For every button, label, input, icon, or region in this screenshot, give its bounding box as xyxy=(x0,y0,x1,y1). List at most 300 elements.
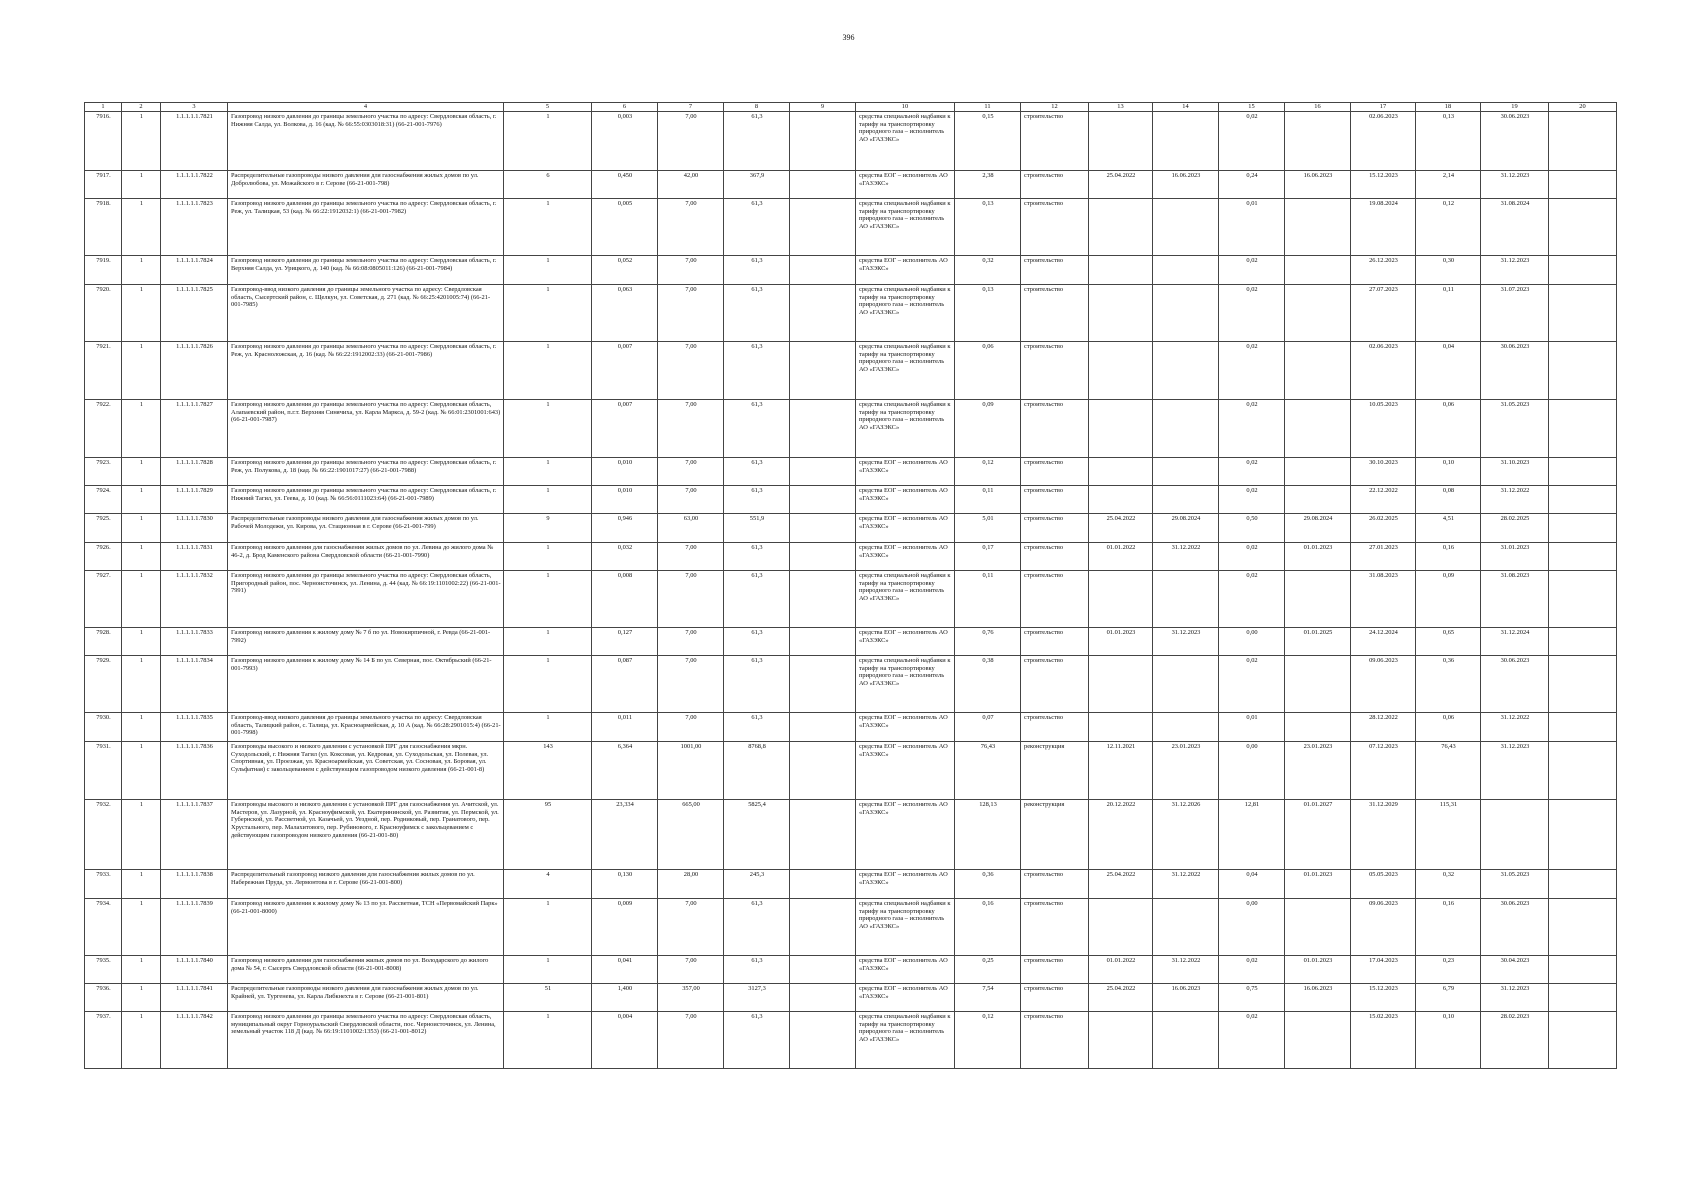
work-type: строительство xyxy=(1021,656,1089,713)
funding-source: средства специальной надбавки к тарифу на транспортировку природного газа – исполнитель АО «ГАЗЭКС» xyxy=(856,199,955,256)
column-number-18: 18 xyxy=(1416,103,1481,112)
col6-value: 0,010 xyxy=(592,458,658,486)
col14-date xyxy=(1153,486,1219,514)
row-number: 7931. xyxy=(85,742,122,800)
col11-value: 128,13 xyxy=(955,800,1021,870)
project-description: Газопровод-ввод низкого давления до границы земельного участка по адресу: Свердловская область, Талицкий район, с. Талица, ул. Красноармейская, д. 10 А (кад. № 66:28:2901015:4) (66-21-001-7998) xyxy=(228,713,504,742)
col19-date: 30.04.2023 xyxy=(1481,956,1549,984)
col5-value: 1 xyxy=(504,458,592,486)
col19-date: 31.01.2023 xyxy=(1481,543,1549,571)
table-row xyxy=(85,800,1617,870)
col7-value: 28,00 xyxy=(658,870,724,899)
col14-date: 29.08.2024 xyxy=(1153,514,1219,543)
col18-value: 0,06 xyxy=(1416,400,1481,458)
col20-value xyxy=(1549,256,1617,285)
col7-value: 7,00 xyxy=(658,1012,724,1069)
col9-value xyxy=(790,571,856,628)
col13-date xyxy=(1089,199,1153,256)
project-code: 1.1.1.1.1.7841 xyxy=(161,984,228,1012)
col16-date: 01.01.2025 xyxy=(1285,628,1351,656)
row-number: 7930. xyxy=(85,713,122,742)
col9-value xyxy=(790,984,856,1012)
work-type: строительство xyxy=(1021,571,1089,628)
col2-value: 1 xyxy=(122,112,161,171)
column-number-16: 16 xyxy=(1285,103,1351,112)
col17-date: 28.12.2022 xyxy=(1351,713,1416,742)
col2-value: 1 xyxy=(122,342,161,400)
col20-value xyxy=(1549,199,1617,256)
funding-source: средства специальной надбавки к тарифу на транспортировку природного газа – исполнитель АО «ГАЗЭКС» xyxy=(856,1012,955,1069)
col19-date: 31.05.2023 xyxy=(1481,400,1549,458)
col17-date: 27.01.2023 xyxy=(1351,543,1416,571)
project-code: 1.1.1.1.1.7825 xyxy=(161,285,228,342)
col15-value: 0,02 xyxy=(1219,486,1285,514)
col6-value: 0,052 xyxy=(592,256,658,285)
col17-date: 09.06.2023 xyxy=(1351,899,1416,956)
column-number-19: 19 xyxy=(1481,103,1549,112)
col19-date: 31.10.2023 xyxy=(1481,458,1549,486)
col6-value: 0,003 xyxy=(592,112,658,171)
col18-value: 0,13 xyxy=(1416,112,1481,171)
col20-value xyxy=(1549,713,1617,742)
col13-date: 12.11.2021 xyxy=(1089,742,1153,800)
funding-source: средства ЕОГ – исполнитель АО «ГАЗЭКС» xyxy=(856,713,955,742)
col15-value: 0,75 xyxy=(1219,984,1285,1012)
col19-date: 31.05.2023 xyxy=(1481,870,1549,899)
col15-value: 0,24 xyxy=(1219,171,1285,199)
col20-value xyxy=(1549,571,1617,628)
col8-value: 61,3 xyxy=(724,543,790,571)
funding-source: средства ЕОГ – исполнитель АО «ГАЗЭКС» xyxy=(856,984,955,1012)
investment-program-table xyxy=(84,102,1617,1069)
col14-date xyxy=(1153,656,1219,713)
project-description: Газопровод низкого давления к жилому дому № 13 по ул. Рассветная, ТСН «Первомайский Парк» (66-21-001-8000) xyxy=(228,899,504,956)
col8-value: 61,3 xyxy=(724,713,790,742)
project-code: 1.1.1.1.1.7826 xyxy=(161,342,228,400)
column-number-1: 1 xyxy=(85,103,122,112)
col17-date: 17.04.2023 xyxy=(1351,956,1416,984)
col6-value: 0,008 xyxy=(592,571,658,628)
project-code: 1.1.1.1.1.7836 xyxy=(161,742,228,800)
table-row xyxy=(85,742,1617,800)
col11-value: 0,36 xyxy=(955,870,1021,899)
col16-date xyxy=(1285,656,1351,713)
col11-value: 0,76 xyxy=(955,628,1021,656)
col9-value xyxy=(790,112,856,171)
col16-date xyxy=(1285,256,1351,285)
col18-value: 0,11 xyxy=(1416,285,1481,342)
col20-value xyxy=(1549,870,1617,899)
col17-date: 09.06.2023 xyxy=(1351,656,1416,713)
table-row xyxy=(85,486,1617,514)
col9-value xyxy=(790,342,856,400)
col19-date: 30.06.2023 xyxy=(1481,112,1549,171)
funding-source: средства ЕОГ – исполнитель АО «ГАЗЭКС» xyxy=(856,458,955,486)
col16-date xyxy=(1285,899,1351,956)
funding-source: средства специальной надбавки к тарифу на транспортировку природного газа – исполнитель АО «ГАЗЭКС» xyxy=(856,400,955,458)
col17-date: 31.12.2029 xyxy=(1351,800,1416,870)
funding-source: средства ЕОГ – исполнитель АО «ГАЗЭКС» xyxy=(856,742,955,800)
col18-value: 0,04 xyxy=(1416,342,1481,400)
col15-value: 0,02 xyxy=(1219,285,1285,342)
col16-date: 01.01.2023 xyxy=(1285,543,1351,571)
col11-value: 0,15 xyxy=(955,112,1021,171)
row-number: 7932. xyxy=(85,800,122,870)
work-type: строительство xyxy=(1021,342,1089,400)
col9-value xyxy=(790,713,856,742)
column-number-9: 9 xyxy=(790,103,856,112)
table-row xyxy=(85,285,1617,342)
col5-value: 51 xyxy=(504,984,592,1012)
work-type: реконструкция xyxy=(1021,800,1089,870)
col5-value: 1 xyxy=(504,1012,592,1069)
col2-value: 1 xyxy=(122,285,161,342)
project-description: Газопровод низкого давления до границы земельного участка по адресу: Свердловская область, г. Нижний Тагил, ул. Геева, д. 10 (кад. № 66:56:0111023:64) (66-21-001-7989) xyxy=(228,486,504,514)
col18-value: 0,10 xyxy=(1416,458,1481,486)
col8-value: 61,3 xyxy=(724,342,790,400)
col17-date: 05.05.2023 xyxy=(1351,870,1416,899)
col14-date: 31.12.2022 xyxy=(1153,956,1219,984)
col13-date xyxy=(1089,571,1153,628)
col14-date: 31.12.2023 xyxy=(1153,628,1219,656)
col7-value: 7,00 xyxy=(658,199,724,256)
project-code: 1.1.1.1.1.7822 xyxy=(161,171,228,199)
col5-value: 1 xyxy=(504,956,592,984)
row-number: 7918. xyxy=(85,199,122,256)
col15-value: 0,02 xyxy=(1219,656,1285,713)
col2-value: 1 xyxy=(122,800,161,870)
table-row xyxy=(85,656,1617,713)
col5-value: 1 xyxy=(504,256,592,285)
col2-value: 1 xyxy=(122,514,161,543)
col8-value: 61,3 xyxy=(724,1012,790,1069)
col6-value: 0,007 xyxy=(592,342,658,400)
funding-source: средства ЕОГ – исполнитель АО «ГАЗЭКС» xyxy=(856,171,955,199)
project-description: Газопровод низкого давления до границы земельного участка по адресу: Свердловская область, г. Реж, ул. Талицкая, 53 (кад. № 66:22:1912032:1) (66-21-001-7982) xyxy=(228,199,504,256)
col16-date xyxy=(1285,400,1351,458)
col16-date: 16.06.2023 xyxy=(1285,984,1351,1012)
work-type: строительство xyxy=(1021,1012,1089,1069)
col15-value: 0,02 xyxy=(1219,543,1285,571)
col19-date: 31.12.2023 xyxy=(1481,984,1549,1012)
col7-value: 7,00 xyxy=(658,342,724,400)
col17-date: 15.12.2023 xyxy=(1351,984,1416,1012)
work-type: строительство xyxy=(1021,256,1089,285)
col16-date: 01.01.2023 xyxy=(1285,870,1351,899)
row-number: 7928. xyxy=(85,628,122,656)
col2-value: 1 xyxy=(122,956,161,984)
col8-value: 3127,3 xyxy=(724,984,790,1012)
column-number-3: 3 xyxy=(161,103,228,112)
project-code: 1.1.1.1.1.7835 xyxy=(161,713,228,742)
col6-value: 0,009 xyxy=(592,899,658,956)
col15-value: 0,00 xyxy=(1219,628,1285,656)
col13-date xyxy=(1089,458,1153,486)
col13-date: 01.01.2022 xyxy=(1089,956,1153,984)
col6-value: 0,032 xyxy=(592,543,658,571)
col18-value: 2,14 xyxy=(1416,171,1481,199)
project-code: 1.1.1.1.1.7839 xyxy=(161,899,228,956)
funding-source: средства специальной надбавки к тарифу на транспортировку природного газа – исполнитель АО «ГАЗЭКС» xyxy=(856,571,955,628)
table-row xyxy=(85,514,1617,543)
col19-date: 31.12.2023 xyxy=(1481,256,1549,285)
project-description: Газопровод низкого давления до границы земельного участка по адресу: Свердловская область, г. Реж, ул. Красноложская, д. 16 (кад. № 66:22:1912002:33) (66-21-001-7986) xyxy=(228,342,504,400)
column-number-13: 13 xyxy=(1089,103,1153,112)
col7-value: 7,00 xyxy=(658,628,724,656)
col6-value: 23,334 xyxy=(592,800,658,870)
row-number: 7926. xyxy=(85,543,122,571)
col8-value: 61,3 xyxy=(724,112,790,171)
col16-date xyxy=(1285,199,1351,256)
project-description: Распределительные газопроводы низкого давления для газоснабжения жилых домов по ул. Рабочей Молодежи, ул. Кирова, ул. Стационная в г. Серове (66-21-001-799) xyxy=(228,514,504,543)
table-row xyxy=(85,571,1617,628)
col20-value xyxy=(1549,342,1617,400)
funding-source: средства специальной надбавки к тарифу на транспортировку природного газа – исполнитель АО «ГАЗЭКС» xyxy=(856,656,955,713)
row-number: 7922. xyxy=(85,400,122,458)
col5-value: 1 xyxy=(504,342,592,400)
col6-value: 0,011 xyxy=(592,713,658,742)
project-code: 1.1.1.1.1.7829 xyxy=(161,486,228,514)
col9-value xyxy=(790,400,856,458)
col13-date: 01.01.2022 xyxy=(1089,543,1153,571)
project-description: Газопровод низкого давления до границы земельного участка по адресу: Свердловская область, Алапаевский район, п.г.т. Верхняя Синячиха, ул. Карла Маркса, д. 59-2 (кад. № 66:01:2301001:643) (66-21-001-7987) xyxy=(228,400,504,458)
col17-date: 30.10.2023 xyxy=(1351,458,1416,486)
col6-value: 6,364 xyxy=(592,742,658,800)
col5-value: 6 xyxy=(504,171,592,199)
column-number-10: 10 xyxy=(856,103,955,112)
project-code: 1.1.1.1.1.7842 xyxy=(161,1012,228,1069)
col7-value: 7,00 xyxy=(658,400,724,458)
col8-value: 61,3 xyxy=(724,400,790,458)
project-description: Газопровод-ввод низкого давления до границы земельного участка по адресу: Свердловская область, Сысертский район, с. Щелкун, ул. Советская, д. 271 (кад. № 66:25:4201005:74) (66-21-001-7985) xyxy=(228,285,504,342)
col6-value: 0,007 xyxy=(592,400,658,458)
col11-value: 0,16 xyxy=(955,899,1021,956)
col5-value: 1 xyxy=(504,713,592,742)
col11-value: 0,07 xyxy=(955,713,1021,742)
col18-value: 0,12 xyxy=(1416,199,1481,256)
col7-value: 357,00 xyxy=(658,984,724,1012)
col15-value: 0,02 xyxy=(1219,342,1285,400)
col2-value: 1 xyxy=(122,486,161,514)
col8-value: 61,3 xyxy=(724,458,790,486)
project-description: Газопровод низкого давления до границы земельного участка по адресу: Свердловская область, Пригородный район, пос. Черноисточинск, ул. Ленина, д. 44 (кад. № 66:19:1101002:22) (66-21-001-7991) xyxy=(228,571,504,628)
col5-value: 1 xyxy=(504,486,592,514)
col9-value xyxy=(790,628,856,656)
col2-value: 1 xyxy=(122,870,161,899)
col11-value: 0,13 xyxy=(955,199,1021,256)
col18-value: 0,36 xyxy=(1416,656,1481,713)
col5-value: 95 xyxy=(504,800,592,870)
col19-date xyxy=(1481,800,1549,870)
col20-value xyxy=(1549,514,1617,543)
col17-date: 15.12.2023 xyxy=(1351,171,1416,199)
col15-value: 0,01 xyxy=(1219,199,1285,256)
col11-value: 0,09 xyxy=(955,400,1021,458)
project-description: Газопроводы высокого и низкого давления с установкой ПРГ для газоснабжения мкрн. Суходольский, г. Нижняя Тагил (ул. Коксовая, ул. Кедровая, ул. Суходольская, ул. Полевая, ул. Спортивная, ул. Проезжая, ул. Красноармейская, ул. Советская, ул. Сосновая, ул. Боровая, ул. Сульфатная) с закольцеванием с действующим газопроводом низкого давления (66-21-001-8) xyxy=(228,742,504,800)
col16-date: 23.01.2023 xyxy=(1285,742,1351,800)
col17-date: 02.06.2023 xyxy=(1351,342,1416,400)
col19-date: 28.02.2023 xyxy=(1481,1012,1549,1069)
col16-date: 01.01.2023 xyxy=(1285,956,1351,984)
table-row xyxy=(85,458,1617,486)
col8-value: 5825,4 xyxy=(724,800,790,870)
col5-value: 4 xyxy=(504,870,592,899)
col11-value: 76,43 xyxy=(955,742,1021,800)
table-body xyxy=(85,112,1617,1069)
row-number: 7935. xyxy=(85,956,122,984)
col7-value: 7,00 xyxy=(658,112,724,171)
col2-value: 1 xyxy=(122,400,161,458)
row-number: 7924. xyxy=(85,486,122,514)
col16-date xyxy=(1285,285,1351,342)
col16-date xyxy=(1285,458,1351,486)
project-code: 1.1.1.1.1.7834 xyxy=(161,656,228,713)
col19-date: 30.06.2023 xyxy=(1481,656,1549,713)
col15-value: 0,02 xyxy=(1219,256,1285,285)
row-number: 7917. xyxy=(85,171,122,199)
row-number: 7916. xyxy=(85,112,122,171)
col9-value xyxy=(790,899,856,956)
col16-date xyxy=(1285,486,1351,514)
col18-value: 115,31 xyxy=(1416,800,1481,870)
col13-date xyxy=(1089,400,1153,458)
col8-value: 61,3 xyxy=(724,956,790,984)
col17-date: 27.07.2023 xyxy=(1351,285,1416,342)
col2-value: 1 xyxy=(122,628,161,656)
col15-value: 0,02 xyxy=(1219,1012,1285,1069)
work-type: строительство xyxy=(1021,458,1089,486)
col2-value: 1 xyxy=(122,713,161,742)
col9-value xyxy=(790,458,856,486)
table-row xyxy=(85,1012,1617,1069)
table-row xyxy=(85,543,1617,571)
col19-date: 30.06.2023 xyxy=(1481,342,1549,400)
col5-value: 1 xyxy=(504,112,592,171)
col11-value: 0,12 xyxy=(955,1012,1021,1069)
col15-value: 0,02 xyxy=(1219,571,1285,628)
col17-date: 22.12.2022 xyxy=(1351,486,1416,514)
col20-value xyxy=(1549,956,1617,984)
col13-date xyxy=(1089,285,1153,342)
col20-value xyxy=(1549,628,1617,656)
project-code: 1.1.1.1.1.7831 xyxy=(161,543,228,571)
col6-value: 0,010 xyxy=(592,486,658,514)
col14-date: 31.12.2022 xyxy=(1153,870,1219,899)
funding-source: средства ЕОГ – исполнитель АО «ГАЗЭКС» xyxy=(856,628,955,656)
column-number-7: 7 xyxy=(658,103,724,112)
col8-value: 367,9 xyxy=(724,171,790,199)
col2-value: 1 xyxy=(122,899,161,956)
col15-value: 0,02 xyxy=(1219,458,1285,486)
row-number: 7936. xyxy=(85,984,122,1012)
col8-value: 61,3 xyxy=(724,256,790,285)
row-number: 7937. xyxy=(85,1012,122,1069)
project-code: 1.1.1.1.1.7827 xyxy=(161,400,228,458)
table-row xyxy=(85,400,1617,458)
col18-value: 0,30 xyxy=(1416,256,1481,285)
project-description: Газопровод низкого давления до границы земельного участка по адресу: Свердловская область, г. Реж, ул. Полукова, д. 18 (кад. № 66:22:1901017:27) (66-21-001-7988) xyxy=(228,458,504,486)
col18-value: 4,51 xyxy=(1416,514,1481,543)
col19-date: 30.06.2023 xyxy=(1481,899,1549,956)
col2-value: 1 xyxy=(122,543,161,571)
col7-value: 1001,00 xyxy=(658,742,724,800)
col19-date: 31.12.2024 xyxy=(1481,628,1549,656)
col14-date xyxy=(1153,571,1219,628)
column-number-header-row xyxy=(85,103,1617,112)
col16-date xyxy=(1285,571,1351,628)
col20-value xyxy=(1549,742,1617,800)
col16-date: 16.06.2023 xyxy=(1285,171,1351,199)
col5-value: 1 xyxy=(504,571,592,628)
column-number-15: 15 xyxy=(1219,103,1285,112)
col13-date xyxy=(1089,486,1153,514)
col20-value xyxy=(1549,400,1617,458)
funding-source: средства ЕОГ – исполнитель АО «ГАЗЭКС» xyxy=(856,956,955,984)
col5-value: 1 xyxy=(504,628,592,656)
col16-date xyxy=(1285,342,1351,400)
project-code: 1.1.1.1.1.7824 xyxy=(161,256,228,285)
col7-value: 42,00 xyxy=(658,171,724,199)
col18-value: 0,16 xyxy=(1416,899,1481,956)
funding-source: средства специальной надбавки к тарифу на транспортировку природного газа – исполнитель АО «ГАЗЭКС» xyxy=(856,899,955,956)
col19-date: 31.08.2023 xyxy=(1481,571,1549,628)
table-row xyxy=(85,713,1617,742)
col20-value xyxy=(1549,800,1617,870)
project-code: 1.1.1.1.1.7830 xyxy=(161,514,228,543)
col7-value: 7,00 xyxy=(658,571,724,628)
col5-value: 1 xyxy=(504,656,592,713)
table-row xyxy=(85,870,1617,899)
col15-value: 0,02 xyxy=(1219,956,1285,984)
col14-date xyxy=(1153,256,1219,285)
col17-date: 07.12.2023 xyxy=(1351,742,1416,800)
work-type: реконструкция xyxy=(1021,742,1089,800)
column-number-17: 17 xyxy=(1351,103,1416,112)
work-type: строительство xyxy=(1021,628,1089,656)
col9-value xyxy=(790,656,856,713)
project-code: 1.1.1.1.1.7823 xyxy=(161,199,228,256)
col13-date: 01.01.2023 xyxy=(1089,628,1153,656)
col11-value: 7,54 xyxy=(955,984,1021,1012)
row-number: 7923. xyxy=(85,458,122,486)
col9-value xyxy=(790,256,856,285)
col15-value: 0,02 xyxy=(1219,112,1285,171)
col8-value: 61,3 xyxy=(724,285,790,342)
col6-value: 0,041 xyxy=(592,956,658,984)
col7-value: 7,00 xyxy=(658,899,724,956)
row-number: 7929. xyxy=(85,656,122,713)
work-type: строительство xyxy=(1021,514,1089,543)
project-description: Газопроводы высокого и низкого давления с установкой ПРГ для газоснабжения ул. Ачитской, ул. Мастеров, ул. Лазурной, ул. Красноуфимской, ул. Екатерининской, ул. Развития, ул. Пермской, ул. Губернской, ул. Рассветной, ул. Казачьей, ул. Уездной, пер. Родниковый, пер. Гранатового, пер. Хрустального, пер. Малахитового, пер. Рубинового, г. Красноуфимск с закольцеванием с действующим газопроводом низкого давления (66-21-001-80) xyxy=(228,800,504,870)
work-type: строительство xyxy=(1021,199,1089,256)
work-type: строительство xyxy=(1021,984,1089,1012)
col20-value xyxy=(1549,899,1617,956)
col18-value: 76,43 xyxy=(1416,742,1481,800)
col11-value: 0,11 xyxy=(955,486,1021,514)
col9-value xyxy=(790,742,856,800)
col11-value: 0,32 xyxy=(955,256,1021,285)
col6-value: 0,004 xyxy=(592,1012,658,1069)
col13-date: 25.04.2022 xyxy=(1089,171,1153,199)
col9-value xyxy=(790,543,856,571)
table-row xyxy=(85,171,1617,199)
project-description: Распределительный газопровод низкого давления для газоснабжения жилых домов по ул. Набережная Пруда, ул. Лермонтова в г. Серове (66-21-001-800) xyxy=(228,870,504,899)
funding-source: средства специальной надбавки к тарифу на транспортировку природного газа – исполнитель АО «ГАЗЭКС» xyxy=(856,342,955,400)
col16-date: 01.01.2027 xyxy=(1285,800,1351,870)
funding-source: средства ЕОГ – исполнитель АО «ГАЗЭКС» xyxy=(856,486,955,514)
col8-value: 551,9 xyxy=(724,514,790,543)
col14-date xyxy=(1153,199,1219,256)
